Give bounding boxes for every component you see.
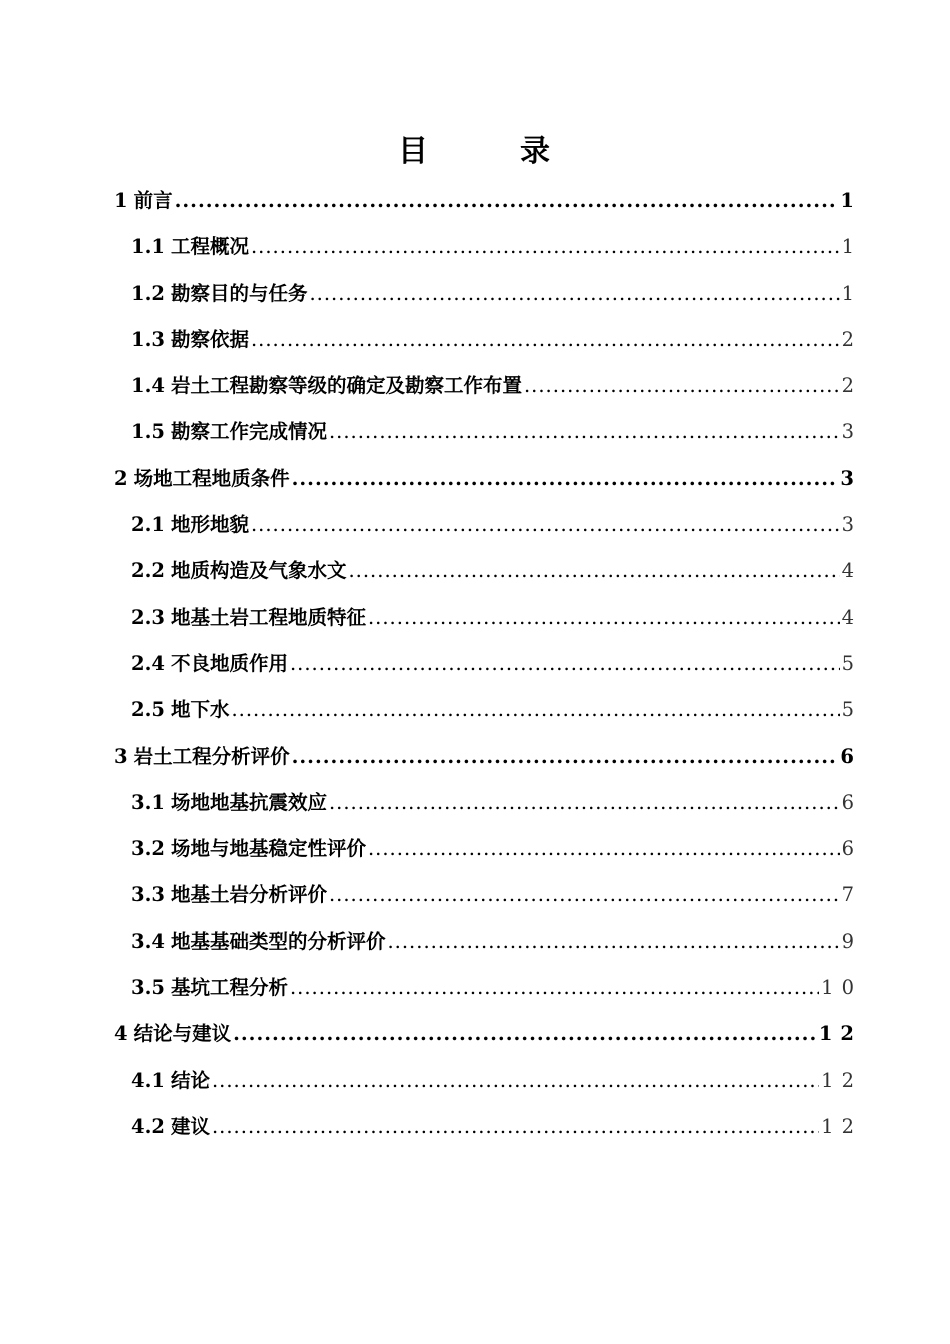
toc-entry-number: 2 — [114, 466, 128, 490]
toc-entry-label: 地基基础类型的分析评价 — [170, 929, 386, 953]
toc-section-entry[interactable] — [114, 965, 862, 1011]
toc-entry-number: 2.2 — [131, 559, 165, 583]
toc-entry-page-number: 12 — [818, 1022, 862, 1046]
toc-entry-number: 3.5 — [131, 976, 165, 1000]
toc-section-entry[interactable] — [114, 595, 862, 641]
toc-entry-label: 地基土岩工程地质特征 — [170, 605, 366, 629]
toc-entry-number: 2.5 — [131, 698, 165, 722]
toc-entry-page-number: 4 — [841, 559, 862, 583]
toc-entry-label: 不良地质作用 — [170, 651, 288, 675]
toc-entry-number: 3.1 — [131, 790, 165, 814]
toc-section-entry[interactable] — [114, 872, 862, 918]
toc-entry-label: 基坑工程分析 — [170, 976, 288, 1000]
toc-section-entry[interactable] — [114, 502, 862, 548]
toc-entry-page-number: 1 — [841, 235, 862, 259]
toc-entry-number: 1.4 — [131, 374, 165, 398]
toc-entry-number: 2.3 — [131, 605, 165, 629]
toc-dot-leader — [212, 1058, 819, 1104]
toc-entry-label: 地下水 — [170, 698, 230, 722]
toc-dot-leader — [175, 178, 839, 224]
toc-entry-label: 建议 — [170, 1114, 210, 1138]
toc-entry-page-number: 5 — [841, 651, 862, 675]
toc-entry-label: 结论 — [170, 1068, 210, 1092]
toc-dot-leader — [387, 919, 839, 965]
toc-entry-label: 工程概况 — [170, 235, 249, 259]
toc-entry-label: 场地与地基稳定性评价 — [170, 837, 366, 861]
toc-entry-number: 2.1 — [131, 513, 165, 537]
toc-dot-leader — [329, 872, 840, 918]
toc-section-entry[interactable] — [114, 409, 862, 455]
toc-entry-label: 结论与建议 — [133, 1022, 232, 1046]
toc-entry-page-number: 12 — [821, 1114, 862, 1138]
toc-entry-label: 地质构造及气象水文 — [170, 559, 347, 583]
toc-entry-number: 1.3 — [131, 327, 165, 351]
toc-entry-page-number: 7 — [841, 883, 862, 907]
toc-chapter-entry[interactable] — [114, 1011, 862, 1057]
toc-section-entry[interactable] — [114, 641, 862, 687]
toc-entry-page-number: 3 — [841, 420, 862, 444]
toc-section-entry[interactable] — [114, 1058, 862, 1104]
toc-dot-leader — [251, 317, 840, 363]
toc-dot-leader — [231, 687, 839, 733]
toc-section-entry[interactable] — [114, 919, 862, 965]
toc-entry-page-number: 2 — [841, 374, 862, 398]
toc-entry-page-number: 1 — [840, 189, 862, 212]
toc-entry-page-number: 12 — [821, 1068, 862, 1092]
toc-section-entry[interactable] — [114, 548, 862, 594]
toc-entry-number: 1 — [114, 189, 128, 212]
toc-entry-number: 1.5 — [131, 420, 165, 444]
toc-entry-number: 1.1 — [131, 235, 165, 259]
toc-dot-leader — [368, 826, 840, 872]
toc-section-entry[interactable] — [114, 826, 862, 872]
toc-entry-page-number: 4 — [841, 605, 862, 629]
toc-entry-page-number: 10 — [821, 976, 862, 1000]
toc-entry-label: 场地工程地质条件 — [133, 466, 290, 490]
title-char-2: 录 — [520, 134, 552, 169]
toc-entry-number: 4.2 — [131, 1114, 165, 1138]
table-of-contents — [114, 178, 862, 1150]
toc-chapter-entry[interactable] — [114, 734, 862, 780]
toc-entry-label: 场地地基抗震效应 — [170, 790, 327, 814]
title-char-1: 目 — [398, 134, 430, 169]
toc-entry-page-number: 6 — [840, 744, 862, 768]
toc-entry-page-number: 2 — [841, 327, 862, 351]
toc-entry-page-number: 1 — [841, 281, 862, 305]
toc-entry-label: 岩土工程分析评价 — [133, 744, 290, 768]
toc-entry-page-number: 6 — [841, 790, 862, 814]
toc-dot-leader — [212, 1104, 819, 1150]
toc-entry-number: 4.1 — [131, 1068, 165, 1092]
toc-dot-leader — [309, 271, 839, 317]
toc-entry-number: 3 — [114, 744, 128, 768]
toc-section-entry[interactable] — [114, 1104, 862, 1150]
toc-dot-leader — [292, 734, 839, 780]
toc-entry-page-number: 5 — [841, 698, 862, 722]
toc-entry-page-number: 6 — [841, 837, 862, 861]
toc-dot-leader — [290, 965, 819, 1011]
toc-entry-page-number: 3 — [841, 513, 862, 537]
page-title — [0, 132, 950, 172]
toc-entry-number: 1.2 — [131, 281, 165, 305]
toc-chapter-entry[interactable] — [114, 456, 862, 502]
toc-entry-label: 地基土岩分析评价 — [170, 883, 327, 907]
toc-entry-number: 3.3 — [131, 883, 165, 907]
toc-dot-leader — [329, 409, 840, 455]
toc-dot-leader — [524, 363, 840, 409]
toc-section-entry[interactable] — [114, 271, 862, 317]
toc-entry-page-number: 3 — [840, 466, 862, 490]
toc-dot-leader — [233, 1011, 817, 1057]
toc-entry-number: 2.4 — [131, 651, 165, 675]
toc-entry-page-number: 9 — [841, 929, 862, 953]
toc-entry-label: 勘察目的与任务 — [170, 281, 308, 305]
toc-entry-label: 勘察依据 — [170, 327, 249, 351]
toc-dot-leader — [368, 595, 840, 641]
toc-entry-label: 勘察工作完成情况 — [170, 420, 327, 444]
toc-dot-leader — [251, 224, 840, 270]
toc-entry-label: 地形地貌 — [170, 513, 249, 537]
toc-entry-label: 岩土工程勘察等级的确定及勘察工作布置 — [170, 374, 522, 398]
toc-dot-leader — [251, 502, 840, 548]
toc-entry-number: 4 — [114, 1022, 128, 1046]
toc-section-entry[interactable] — [114, 687, 862, 733]
toc-section-entry[interactable] — [114, 780, 862, 826]
toc-section-entry[interactable] — [114, 224, 862, 270]
toc-dot-leader — [290, 641, 840, 687]
toc-dot-leader — [329, 780, 840, 826]
toc-entry-number: 3.2 — [131, 837, 165, 861]
toc-section-entry[interactable] — [114, 317, 862, 363]
toc-dot-leader — [292, 456, 839, 502]
toc-entry-number: 3.4 — [131, 929, 165, 953]
toc-entry-label: 前言 — [133, 189, 173, 212]
toc-chapter-entry[interactable] — [114, 178, 862, 224]
toc-section-entry[interactable] — [114, 363, 862, 409]
toc-dot-leader — [348, 548, 839, 594]
